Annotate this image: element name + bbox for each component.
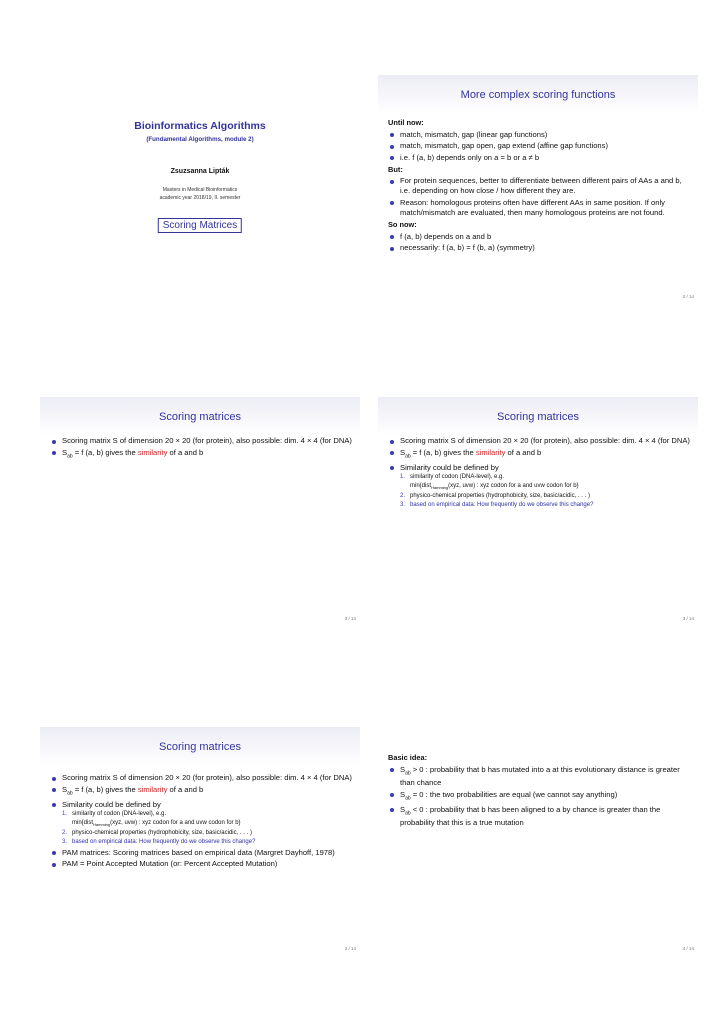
affiliation-line-2: academic year 2018/19, II. semester [159, 195, 241, 201]
slide-title: Scoring matrices [497, 411, 579, 423]
slide-content [50, 435, 354, 462]
slide-title-page [40, 0, 360, 250]
slide-scoring-matrices-2 [378, 397, 698, 627]
slide-content [388, 751, 692, 829]
slide-more-complex-scoring [378, 75, 698, 305]
list-item: $S_{ab} = 0$ : the two probabilities are equal (we cannot say anything) [388, 790, 692, 804]
page-number: 3 / 14 [344, 946, 356, 951]
list-item: Scoring matrix S of dimension 20 × 20 (for protein), also possible: dim. 4 × 4 (for DNA) [50, 436, 354, 446]
slide-scoring-matrices-1 [40, 397, 360, 627]
slide-basic-idea [378, 727, 698, 957]
affiliation-line-1: Masters in Medical Bioinformatics [162, 187, 238, 193]
slide-scoring-matrices-3 [40, 727, 360, 957]
section-heading: But: [388, 164, 403, 174]
list-item: For protein sequences, better to differentiate between different pairs of AAs a and b, i.e. depending on how close / how different they are. [388, 176, 692, 196]
sub-list-item: 3. based on empirical data: How frequently do we observe this change? [62, 838, 256, 845]
list-item: Reason: homologous proteins often have different AAs in same position. If only match/mismatch are evaluated, then many homologous proteins are not found. [388, 198, 692, 218]
course-title: Bioinformatics Algorithms [134, 120, 266, 132]
sub-list-item: 3. based on empirical data: How frequently do we observe this change? [400, 501, 594, 508]
page-number: 3 / 14 [344, 616, 356, 621]
slide-content [388, 435, 692, 510]
section-heading: Until now: [388, 118, 424, 127]
slide-title: More complex scoring functions [460, 89, 616, 101]
slide-content [388, 116, 692, 254]
list-item: Scoring matrix S of dimension 20 × 20 (for protein), also possible: dim. 4 × 4 (for DNA) [388, 436, 692, 446]
sub-list-item: 1. similarity of codon (DNA-level), e.g. min{dist$_{Hamming}$(xyz, uvw) : xyz codon for a and uvw codon for b} [400, 474, 579, 490]
list-item: match, mismatch, gap open, gap extend (affine gap functions) [388, 141, 692, 151]
list-item: Scoring matrix S of dimension 20 × 20 (for protein), also possible: dim. 4 × 4 (for DNA) [50, 773, 354, 783]
sub-list-item: 2. physico-chemical properties (hydrophobicity, size, basic/acidic, . . . ) [400, 493, 590, 500]
list-item: PAM = Point Accepted Mutation (or: Percent Accepted Mutation) [50, 859, 354, 869]
list-item: PAM matrices: Scoring matrices based on empirical data (Margret Dayhoff, 1978) [50, 848, 354, 858]
slide-title: Scoring matrices [159, 411, 241, 423]
list-item: $S_{ab} = f$ (a, b) gives the similarity of a and b [50, 448, 354, 462]
list-item: $S_{ab} = f$ (a, b) gives the similarity of a and b [50, 785, 354, 799]
slide-title: Scoring matrices [159, 741, 241, 753]
list-item: i.e. f (a, b) depends only on a = b or a ≠ b [388, 153, 692, 163]
sub-list-item: 2. physico-chemical properties (hydrophobicity, size, basic/acidic, . . . ) [62, 830, 252, 837]
list-item: f (a, b) depends on a and b [388, 232, 692, 242]
page-number: 4 / 14 [682, 946, 694, 951]
list-item: $S_{ab} < 0$ : probability that b has been aligned to a by chance is greater than the probability that this is a true mutation [388, 805, 692, 829]
list-item: necessarily: f (a, b) = f (b, a) (symmetry) [388, 243, 692, 253]
list-item: Similarity could be defined by [388, 463, 692, 473]
course-subtitle: (Fundamental Algorithms, module 2) [146, 136, 254, 143]
slide-content [50, 772, 354, 870]
author-name: Zsuzsanna Lipták [170, 168, 230, 175]
sub-list-item: 1. similarity of codon (DNA-level), e.g. min{dist$_{Hamming}$(xyz, uvw) : xyz codon for a and uvw codon for b} [62, 811, 241, 827]
list-item: Similarity could be defined by [50, 800, 354, 810]
page-number: 2 / 14 [682, 294, 694, 299]
page-number: 3 / 14 [682, 616, 694, 621]
section-heading: So now: [388, 220, 417, 230]
topic-box: Scoring Matrices [158, 218, 242, 233]
list-item: $S_{ab} = f$ (a, b) gives the similarity of a and b [388, 448, 692, 462]
list-item: match, mismatch, gap (linear gap functions) [388, 130, 692, 140]
list-item: $S_{ab} > 0$ : probability that b has mutated into a at this evolutionary distance is greater than chance [388, 765, 692, 789]
section-heading: Basic idea: [388, 753, 428, 762]
